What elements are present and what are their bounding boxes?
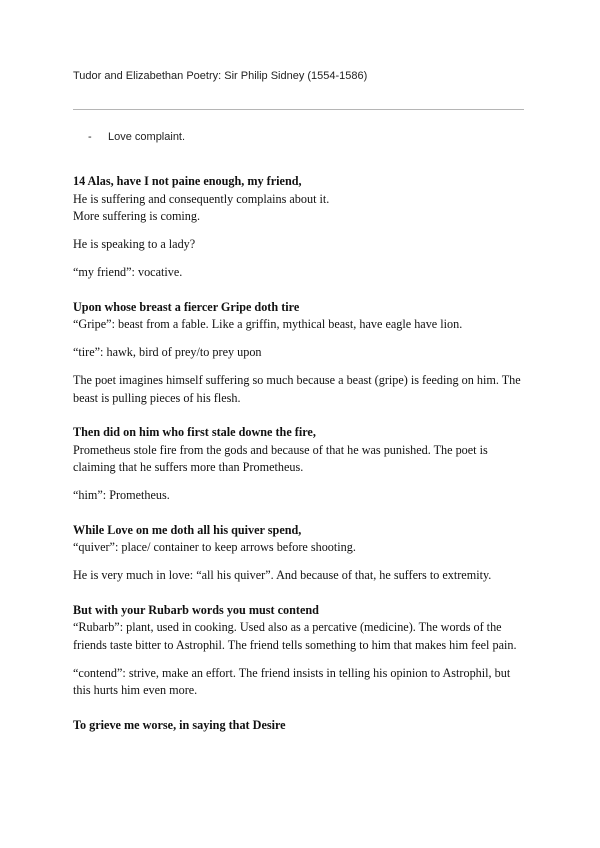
verse-line: Then did on him who first stale downe the fire, (73, 425, 316, 439)
annotation-paragraph: “contend”: strive, make an effort. The friend insists in telling his opinion to Astrophil, but this hurts him even more. (73, 665, 511, 697)
annotation-paragraph: “Gripe”: beast from a fable. Like a griffin, mythical beast, have eagle have lion. (73, 317, 463, 331)
verse-line: 14 Alas, have I not paine enough, my friend, (73, 174, 302, 188)
verse-line: To grieve me worse, in saying that Desire (73, 717, 286, 732)
annotation-paragraph: “quiver”: place/ container to keep arrows before shooting. (73, 540, 356, 554)
annotation-paragraph: “tire”: hawk, bird of prey/to prey upon (73, 345, 262, 359)
bullet-text: Love complaint. (108, 131, 186, 143)
annotation-paragraph: “him”: Prometheus. (73, 488, 170, 502)
annotation-paragraph: He is suffering and consequently complains about it. More suffering is coming. (73, 191, 330, 223)
header-divider (73, 109, 524, 110)
annotation-paragraph: He is speaking to a lady? (73, 237, 196, 251)
verse-line: While Love on me doth all his quiver spend, (73, 522, 302, 537)
verse-line: But with your Rubarb words you must contend (73, 602, 319, 617)
annotation-paragraph: The poet imagines himself suffering so much because a beast (gripe) is feeding on him. The beast is pulling pieces of his flesh. (73, 373, 521, 405)
document-body (73, 173, 523, 734)
bullet-item (88, 131, 185, 143)
bullet-marker: - (88, 131, 92, 143)
annotation-paragraph: Prometheus stole fire from the gods and because of that he was punished. The poet is claiming that he suffers more than Prometheus. (73, 442, 488, 474)
verse-line: Upon whose breast a fiercer Gripe doth tire (73, 299, 300, 314)
annotation-paragraph: He is very much in love: “all his quiver”. And because of that, he suffers to extremity. (73, 568, 492, 582)
annotation-paragraph: “Rubarb”: plant, used in cooking. Used also as a percative (medicine). The words of the friends taste bitter to Astrophil. The friend tells something to him that makes him feel pain. (73, 620, 517, 652)
annotation-paragraph: “my friend”: vocative. (73, 265, 183, 279)
document-header: Tudor and Elizabethan Poetry: Sir Philip Sidney (1554-1586) (73, 70, 368, 82)
